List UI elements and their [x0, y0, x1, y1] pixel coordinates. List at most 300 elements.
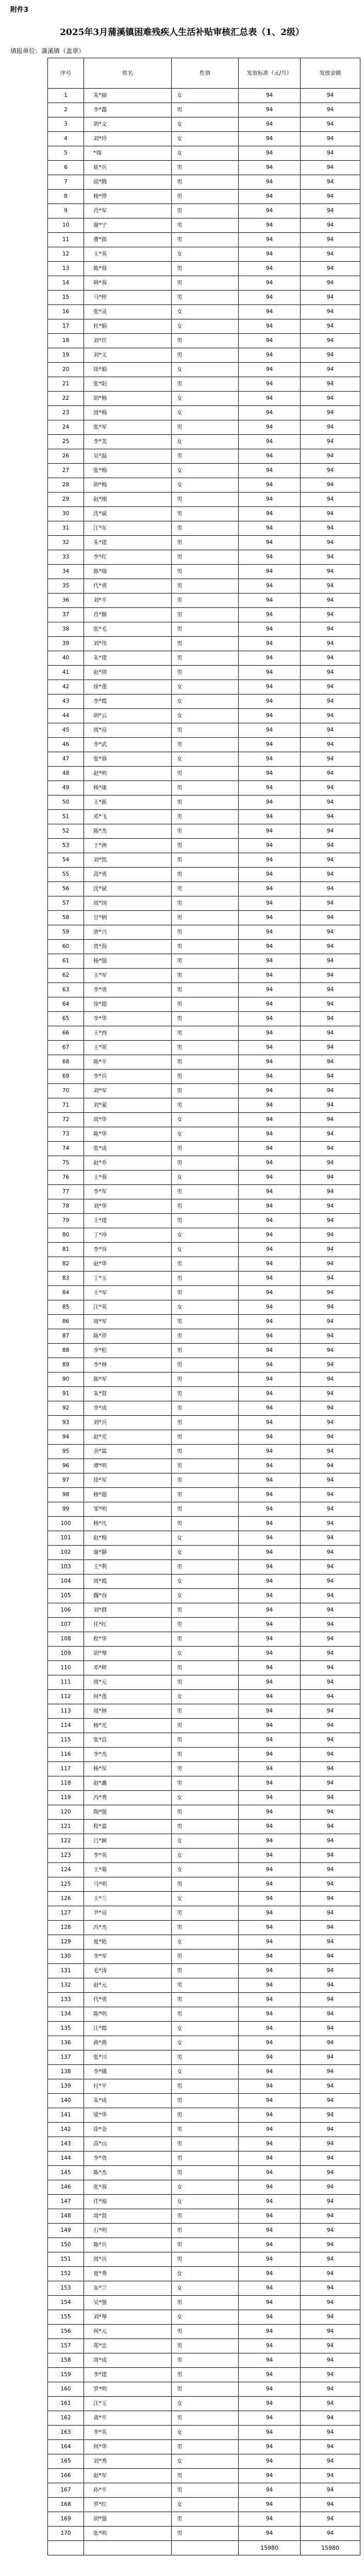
row-index-cell: 35 — [48, 579, 84, 594]
row-index-cell: 151 — [48, 2252, 84, 2267]
row-index-cell: 3 — [48, 117, 84, 132]
attachment-label: 附件3 — [10, 6, 29, 14]
row-amount-cell: 94 — [301, 146, 360, 161]
row-name-cell: 周*兵 — [84, 2252, 172, 2267]
row-gender-cell: 女 — [172, 2195, 239, 2209]
row-standard-cell: 94 — [239, 1199, 301, 1214]
table-body — [48, 89, 360, 2541]
row-standard-cell: 94 — [239, 1070, 301, 1084]
row-gender-cell: 女 — [172, 1171, 239, 1185]
row-name-cell: 张*阳 — [84, 377, 172, 392]
table-row — [48, 738, 360, 752]
row-name-cell: 李*成 — [84, 1401, 172, 1416]
row-index-cell: 47 — [48, 752, 84, 767]
table-row — [48, 666, 360, 680]
table-row — [48, 1935, 360, 1950]
row-standard-cell: 94 — [239, 1805, 301, 1820]
row-name-cell: 韩*蓉 — [84, 276, 172, 291]
table-row — [48, 377, 360, 392]
row-standard-cell: 94 — [239, 1733, 301, 1748]
row-standard-cell: 94 — [239, 507, 301, 521]
row-standard-cell: 94 — [239, 262, 301, 276]
row-name-cell: 贾*海 — [84, 940, 172, 954]
row-amount-cell: 94 — [301, 2296, 360, 2310]
row-amount-cell: 94 — [301, 1849, 360, 1863]
row-standard-cell: 94 — [239, 1950, 301, 1964]
table-row — [48, 550, 360, 565]
row-standard-cell: 94 — [239, 2195, 301, 2209]
row-name-cell: 徐*金 — [84, 2123, 172, 2137]
row-gender-cell: 女 — [172, 1300, 239, 1315]
table-row — [48, 680, 360, 694]
row-amount-cell: 94 — [301, 204, 360, 218]
row-index-cell: 14 — [48, 276, 84, 291]
row-standard-cell: 94 — [239, 377, 301, 392]
table-row — [48, 1546, 360, 1560]
table-row — [48, 2079, 360, 2094]
table-row — [48, 810, 360, 824]
row-amount-cell: 94 — [301, 1877, 360, 1892]
row-name-cell: 赵*军 — [84, 2469, 172, 2483]
row-standard-cell: 94 — [239, 2050, 301, 2065]
row-amount-cell: 94 — [301, 1964, 360, 1978]
row-gender-cell: 男 — [172, 2094, 239, 2108]
row-amount-cell: 94 — [301, 2123, 360, 2137]
row-index-cell: 45 — [48, 723, 84, 738]
row-amount-cell: 94 — [301, 810, 360, 824]
row-name-cell: 陈*杰 — [84, 824, 172, 839]
table-row — [48, 2339, 360, 2353]
row-index-cell: 29 — [48, 493, 84, 507]
table-row — [48, 1748, 360, 1762]
row-gender-cell: 男 — [172, 2238, 239, 2252]
row-index-cell: 126 — [48, 1892, 84, 1906]
row-name-cell: 王*兰 — [84, 1892, 172, 1906]
row-name-cell: 周*霞 — [84, 1574, 172, 1589]
row-index-cell: 153 — [48, 2281, 84, 2296]
row-amount-cell: 94 — [301, 637, 360, 651]
row-amount-cell: 94 — [301, 1820, 360, 1834]
table-row — [48, 291, 360, 305]
row-gender-cell: 男 — [172, 1877, 239, 1892]
row-index-cell: 115 — [48, 1733, 84, 1748]
row-name-cell: 肖*军 — [84, 204, 172, 218]
table-row — [48, 2050, 360, 2065]
row-standard-cell: 94 — [239, 2108, 301, 2123]
row-index-cell: 56 — [48, 882, 84, 896]
row-gender-cell: 男 — [172, 1445, 239, 1459]
row-name-cell: 邓*飞 — [84, 810, 172, 824]
row-gender-cell: 男 — [172, 1358, 239, 1372]
row-standard-cell: 94 — [239, 1055, 301, 1070]
row-index-cell: 106 — [48, 1603, 84, 1618]
row-amount-cell: 94 — [301, 2426, 360, 2440]
row-name-cell: 赵*刚 — [84, 493, 172, 507]
row-index-cell: 161 — [48, 2397, 84, 2411]
row-standard-cell: 94 — [239, 161, 301, 175]
row-index-cell: 87 — [48, 1329, 84, 1344]
row-name-cell: 谢*静 — [84, 1546, 172, 1560]
row-index-cell: 102 — [48, 1546, 84, 1560]
row-amount-cell: 94 — [301, 2368, 360, 2382]
row-name-cell: 吴*强 — [84, 2296, 172, 2310]
row-index-cell: 147 — [48, 2195, 84, 2209]
row-index-cell: 103 — [48, 1560, 84, 1574]
row-gender-cell: 男 — [172, 637, 239, 651]
table-row — [48, 565, 360, 579]
row-name-cell: 邓*辉 — [84, 1661, 172, 1675]
table-row — [48, 1863, 360, 1877]
row-index-cell: 32 — [48, 536, 84, 550]
row-gender-cell: 男 — [172, 103, 239, 117]
row-index-cell: 48 — [48, 767, 84, 781]
row-amount-cell: 94 — [301, 1675, 360, 1690]
row-name-cell: 刘*军 — [84, 1084, 172, 1098]
row-index-cell: 123 — [48, 1849, 84, 1863]
row-amount-cell: 94 — [301, 276, 360, 291]
row-amount-cell: 94 — [301, 1329, 360, 1344]
row-gender-cell: 女 — [172, 2454, 239, 2469]
table-row — [48, 1589, 360, 1603]
row-gender-cell: 男 — [172, 1661, 239, 1675]
row-index-cell: 51 — [48, 810, 84, 824]
row-name-cell: 夏*艳 — [84, 1935, 172, 1950]
table-row — [48, 1401, 360, 1416]
row-standard-cell: 94 — [239, 1300, 301, 1315]
row-index-cell: 66 — [48, 1026, 84, 1041]
row-name-cell: 李*武 — [84, 738, 172, 752]
row-gender-cell: 男 — [172, 594, 239, 608]
row-name-cell: 陈*杰 — [84, 2166, 172, 2180]
row-index-cell: 5 — [48, 146, 84, 161]
row-name-cell: 邱*腾 — [84, 175, 172, 190]
row-gender-cell: 男 — [172, 2166, 239, 2180]
row-amount-cell: 94 — [301, 132, 360, 146]
row-index-cell: 86 — [48, 1315, 84, 1329]
row-gender-cell: 男 — [172, 550, 239, 565]
table-row — [48, 1372, 360, 1387]
row-amount-cell: 94 — [301, 1805, 360, 1820]
row-gender-cell: 男 — [172, 1978, 239, 1993]
row-name-cell: 周*成 — [84, 2353, 172, 2368]
row-gender-cell: 男 — [172, 521, 239, 536]
row-amount-cell: 94 — [301, 2512, 360, 2527]
row-amount-cell: 94 — [301, 723, 360, 738]
row-amount-cell: 94 — [301, 1863, 360, 1877]
row-gender-cell: 女 — [172, 1127, 239, 1142]
row-index-cell: 105 — [48, 1589, 84, 1603]
table-row — [48, 1675, 360, 1690]
row-name-cell: 徐*超 — [84, 997, 172, 1012]
row-standard-cell: 94 — [239, 2382, 301, 2397]
row-name-cell: 李*霞 — [84, 694, 172, 709]
row-gender-cell: 男 — [172, 348, 239, 363]
row-amount-cell: 94 — [301, 550, 360, 565]
row-index-cell: 79 — [48, 1214, 84, 1228]
row-name-cell: 李*娥 — [84, 2065, 172, 2079]
row-amount-cell: 94 — [301, 1084, 360, 1098]
row-name-cell: 陶*强 — [84, 1805, 172, 1820]
row-standard-cell: 94 — [239, 392, 301, 406]
row-amount-cell: 94 — [301, 2325, 360, 2339]
row-gender-cell: 男 — [172, 2353, 239, 2368]
row-gender-cell: 男 — [172, 2339, 239, 2353]
row-index-cell: 2 — [48, 103, 84, 117]
row-amount-cell: 94 — [301, 2397, 360, 2411]
row-gender-cell: 男 — [172, 925, 239, 940]
row-standard-cell: 94 — [239, 1776, 301, 1791]
row-gender-cell: 女 — [172, 1546, 239, 1560]
row-index-cell: 39 — [48, 637, 84, 651]
row-amount-cell: 94 — [301, 1531, 360, 1546]
row-name-cell: 夏*秀 — [84, 2267, 172, 2281]
row-standard-cell: 94 — [239, 969, 301, 983]
row-name-cell: 张*灵 — [84, 305, 172, 319]
row-name-cell: 刘*平 — [84, 594, 172, 608]
row-index-cell: 141 — [48, 2108, 84, 2123]
row-name-cell: 程*华 — [84, 1632, 172, 1647]
table-row — [48, 709, 360, 723]
row-index-cell: 169 — [48, 2512, 84, 2527]
table-row — [48, 694, 360, 709]
row-name-cell: 陈*明 — [84, 2007, 172, 2022]
row-index-cell: 19 — [48, 348, 84, 363]
row-standard-cell: 94 — [239, 1574, 301, 1589]
total-gender-cell — [172, 2541, 239, 2555]
table-row — [48, 1719, 360, 1733]
row-standard-cell: 94 — [239, 536, 301, 550]
row-name-cell: 何*元 — [84, 2325, 172, 2339]
row-amount-cell: 94 — [301, 1574, 360, 1589]
row-amount-cell: 94 — [301, 521, 360, 536]
row-amount-cell: 94 — [301, 1589, 360, 1603]
row-index-cell: 4 — [48, 132, 84, 146]
row-index-cell: 146 — [48, 2180, 84, 2195]
row-name-cell: 李*贵 — [84, 2151, 172, 2166]
row-name-cell: 汪*玉 — [84, 2397, 172, 2411]
row-index-cell: 81 — [48, 1243, 84, 1257]
row-index-cell: 46 — [48, 738, 84, 752]
row-amount-cell: 94 — [301, 2094, 360, 2108]
row-amount-cell: 94 — [301, 348, 360, 363]
row-standard-cell: 94 — [239, 478, 301, 493]
row-index-cell: 94 — [48, 1430, 84, 1445]
row-amount-cell: 94 — [301, 1661, 360, 1675]
row-amount-cell: 94 — [301, 247, 360, 262]
table-row — [48, 363, 360, 377]
row-gender-cell: 女 — [172, 1849, 239, 1863]
row-amount-cell: 94 — [301, 2483, 360, 2498]
row-amount-cell: 94 — [301, 1733, 360, 1748]
row-index-cell: 156 — [48, 2325, 84, 2339]
row-index-cell: 23 — [48, 406, 84, 420]
row-gender-cell: 女 — [172, 478, 239, 493]
row-standard-cell: 94 — [239, 565, 301, 579]
row-standard-cell: 94 — [239, 781, 301, 795]
row-standard-cell: 94 — [239, 1877, 301, 1892]
row-name-cell: 陈*军 — [84, 1372, 172, 1387]
table-row — [48, 1574, 360, 1589]
row-index-cell: 1 — [48, 89, 84, 103]
row-gender-cell: 男 — [172, 781, 239, 795]
row-amount-cell: 94 — [301, 2108, 360, 2123]
row-gender-cell: 女 — [172, 2310, 239, 2325]
row-standard-cell: 94 — [239, 1329, 301, 1344]
table-row — [48, 1387, 360, 1401]
row-amount-cell: 94 — [301, 1012, 360, 1026]
row-name-cell: 任*琼 — [84, 2195, 172, 2209]
row-amount-cell: 94 — [301, 1603, 360, 1618]
row-gender-cell: 男 — [172, 1820, 239, 1834]
row-index-cell: 18 — [48, 334, 84, 348]
row-gender-cell: 男 — [172, 723, 239, 738]
row-standard-cell: 94 — [239, 1156, 301, 1171]
row-standard-cell: 94 — [239, 1315, 301, 1329]
row-amount-cell: 94 — [301, 1834, 360, 1849]
row-gender-cell: 女 — [172, 680, 239, 694]
row-name-cell: 谭*明 — [84, 1459, 172, 1473]
row-index-cell: 54 — [48, 853, 84, 868]
table-row — [48, 1286, 360, 1300]
row-gender-cell: 男 — [172, 262, 239, 276]
row-name-cell: 丁*玉 — [84, 1272, 172, 1286]
row-gender-cell: 女 — [172, 146, 239, 161]
row-amount-cell: 94 — [301, 1156, 360, 1171]
row-amount-cell: 94 — [301, 1055, 360, 1070]
row-gender-cell: 男 — [172, 1416, 239, 1430]
table-row — [48, 1012, 360, 1026]
row-name-cell: 胡*文 — [84, 117, 172, 132]
table-row — [48, 1877, 360, 1892]
row-amount-cell: 94 — [301, 882, 360, 896]
row-index-cell: 16 — [48, 305, 84, 319]
row-gender-cell: 男 — [172, 2050, 239, 2065]
row-standard-cell: 94 — [239, 1618, 301, 1632]
row-gender-cell: 男 — [172, 449, 239, 464]
row-index-cell: 96 — [48, 1459, 84, 1473]
row-index-cell: 60 — [48, 940, 84, 954]
row-name-cell: 张*川 — [84, 2050, 172, 2065]
table-row — [48, 2180, 360, 2195]
table-row — [48, 2252, 360, 2267]
row-standard-cell: 94 — [239, 666, 301, 680]
table-row — [48, 1416, 360, 1430]
row-amount-cell: 94 — [301, 103, 360, 117]
row-standard-cell: 94 — [239, 493, 301, 507]
row-standard-cell: 94 — [239, 175, 301, 190]
row-standard-cell: 94 — [239, 1690, 301, 1704]
row-gender-cell: 男 — [172, 1012, 239, 1026]
row-index-cell: 116 — [48, 1748, 84, 1762]
row-gender-cell: 男 — [172, 954, 239, 969]
row-name-cell: 李*杰 — [84, 1748, 172, 1762]
row-gender-cell: 男 — [172, 1733, 239, 1748]
row-gender-cell: 女 — [172, 2065, 239, 2079]
row-standard-cell: 94 — [239, 1445, 301, 1459]
row-standard-cell: 94 — [239, 709, 301, 723]
row-amount-cell: 94 — [301, 1459, 360, 1473]
row-gender-cell: 男 — [172, 1603, 239, 1618]
row-amount-cell: 94 — [301, 1142, 360, 1156]
row-index-cell: 8 — [48, 190, 84, 204]
row-amount-cell: 94 — [301, 1286, 360, 1300]
row-standard-cell: 94 — [239, 622, 301, 637]
header-amount: 发放金额 — [301, 58, 360, 89]
row-amount-cell: 94 — [301, 781, 360, 795]
row-index-cell: 144 — [48, 2151, 84, 2166]
row-amount-cell: 94 — [301, 1748, 360, 1762]
table-row — [48, 2267, 360, 2281]
row-standard-cell: 94 — [239, 1459, 301, 1473]
row-name-cell: 朱*建 — [84, 536, 172, 550]
row-gender-cell: 男 — [172, 896, 239, 911]
row-gender-cell: 男 — [172, 868, 239, 882]
row-gender-cell: 男 — [172, 233, 239, 247]
row-amount-cell: 94 — [301, 319, 360, 334]
row-amount-cell: 94 — [301, 2137, 360, 2151]
row-standard-cell: 94 — [239, 2469, 301, 2483]
table-row — [48, 2382, 360, 2397]
row-gender-cell: 女 — [172, 1647, 239, 1661]
row-gender-cell: 女 — [172, 406, 239, 420]
row-standard-cell: 94 — [239, 1372, 301, 1387]
row-standard-cell: 94 — [239, 1272, 301, 1286]
row-gender-cell: 男 — [172, 1199, 239, 1214]
row-index-cell: 113 — [48, 1704, 84, 1719]
row-index-cell: 37 — [48, 608, 84, 622]
row-index-cell: 92 — [48, 1401, 84, 1416]
row-index-cell: 68 — [48, 1055, 84, 1070]
table-row — [48, 983, 360, 997]
table-row — [48, 420, 360, 435]
row-gender-cell: 男 — [172, 175, 239, 190]
row-index-cell: 95 — [48, 1445, 84, 1459]
row-index-cell: 77 — [48, 1185, 84, 1199]
row-amount-cell: 94 — [301, 1517, 360, 1531]
row-amount-cell: 94 — [301, 1473, 360, 1488]
table-row — [48, 161, 360, 175]
row-name-cell: 王*西 — [84, 1026, 172, 1041]
row-standard-cell: 94 — [239, 1084, 301, 1098]
row-name-cell: 李*勇 — [84, 983, 172, 997]
row-standard-cell: 94 — [239, 2353, 301, 2368]
row-name-cell: 于*洲 — [84, 839, 172, 853]
row-name-cell: 朱*建 — [84, 651, 172, 666]
row-amount-cell: 94 — [301, 1618, 360, 1632]
reporting-unit — [10, 46, 85, 55]
row-index-cell: 27 — [48, 464, 84, 478]
row-amount-cell: 94 — [301, 1214, 360, 1228]
row-name-cell: 周*亮 — [84, 723, 172, 738]
row-name-cell: 刘*臣 — [84, 334, 172, 348]
header-standard: 发放标准（元/月） — [239, 58, 301, 89]
row-index-cell: 52 — [48, 824, 84, 839]
row-amount-cell: 94 — [301, 694, 360, 709]
row-amount-cell: 94 — [301, 1647, 360, 1661]
row-index-cell: 22 — [48, 392, 84, 406]
row-index-cell: 142 — [48, 2123, 84, 2137]
table-row — [48, 348, 360, 363]
row-standard-cell: 94 — [239, 204, 301, 218]
row-gender-cell: 男 — [172, 1142, 239, 1156]
row-name-cell: 高*山 — [84, 2137, 172, 2151]
row-gender-cell: 男 — [172, 1762, 239, 1776]
row-index-cell: 125 — [48, 1877, 84, 1892]
row-standard-cell: 94 — [239, 1344, 301, 1358]
row-amount-cell: 94 — [301, 1098, 360, 1113]
row-amount-cell: 94 — [301, 1026, 360, 1041]
subsidy-table — [47, 58, 360, 2555]
